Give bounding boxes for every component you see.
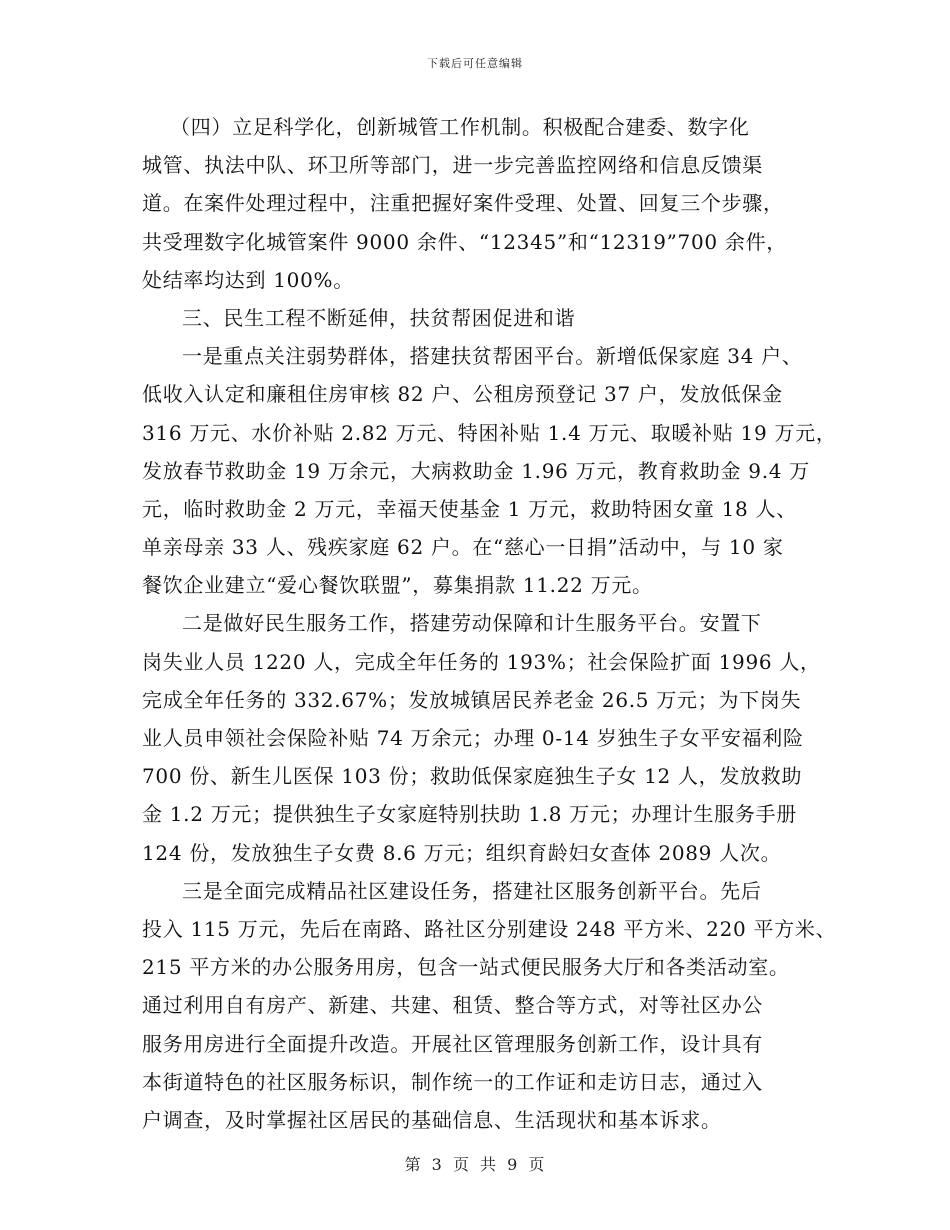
paragraph-line: 700 份、新生儿医保 103 份；救助低保家庭独生子女 12 人，发放救助 [142,764,803,789]
paragraph-line: 低收入认定和廉租住房审核 82 户、公租房预登记 37 户，发放低保金 [142,382,783,407]
section-heading: 三、民生工程不断延伸，扶贫帮困促进和谐 [182,305,576,330]
paragraph-line: （四）立足科学化，创新城管工作机制。积极配合建委、数字化 [170,115,750,139]
paragraph-line: 服务用房进行全面提升改造。开展社区管理服务创新工作，设计具有 [142,1031,763,1056]
paragraph-line: 岗失业人员 1220 人，完成全年任务的 193%；社会保险扩面 1996 人， [142,649,821,674]
paragraph-line: 金 1.2 万元；提供独生子女家庭特别扶助 1.8 万元；办理计生服务手册 [142,802,797,827]
paragraph-line: 124 份，发放独生子女费 8.6 万元；组织育龄妇女查体 2089 人次。 [142,840,782,865]
paragraph-line: 完成全年任务的 332.67%；发放城镇居民养老金 26.5 万元；为下岗失 [142,687,802,712]
page-header: 下载后可任意编辑 [427,57,523,70]
paragraph-line: 本街道特色的社区服务标识，制作统一的工作证和走访日志，通过入 [142,1069,763,1094]
paragraph-line: 一是重点关注弱势群体，搭建扶贫帮困平台。新增低保家庭 34 户、 [182,344,803,369]
paragraph-line: 元，临时救助金 2 万元，幸福天使基金 1 万元，救助特困女童 18 人、 [142,496,797,521]
page-footer: 第 3 页 共 9 页 [404,1155,546,1174]
paragraph-line: 发放春节救助金 19 万余元，大病救助金 1.96 万元，教育救助金 9.4 万 [142,458,810,483]
paragraph-line: 215 平方米的办公服务用房，包含一站式便民服务大厅和各类活动室。 [142,955,790,980]
document-body [142,108,837,1139]
paragraph-line: 户调查，及时掌握社区居民的基础信息、生活现状和基本诉求。 [142,1107,722,1132]
paragraph-line: 通过利用自有房产、新建、共建、租赁、整合等方式，对等社区办公 [142,993,763,1018]
paragraph-line: 处结率均达到 100%。 [142,267,354,292]
paragraph-line: 316 万元、水价补贴 2.82 万元、特困补贴 1.4 万元、取暖补贴 19 万元， [142,420,837,445]
paragraph-line: 共受理数字化城管案件 9000 余件、“12345”和“12319”700 余件， [142,229,787,254]
paragraph-line: 二是做好民生服务工作，搭建劳动保障和计生服务平台。安置下 [182,611,762,636]
paragraph-line: 城管、执法中队、环卫所等部门，进一步完善监控网络和信息反馈渠 [142,153,763,178]
paragraph-line: 三是全面完成精品社区建设任务，搭建社区服务创新平台。先后 [182,878,762,903]
paragraph-line: 道。在案件处理过程中，注重把握好案件受理、处置、回复三个步骤， [142,191,784,216]
paragraph-line: 业人员申领社会保险补贴 74 万余元；办理 0-14 岁独生子女平安福利险 [142,726,804,750]
paragraph-line: 投入 115 万元，先后在南路、路社区分别建设 248 平方米、220 平方米、 [142,916,837,941]
paragraph-line: 单亲母亲 33 人、残疾家庭 62 户。在“慈心一日捐”活动中，与 10 家 [142,535,784,560]
paragraph-line: 餐饮企业建立“爱心餐饮联盟”，募集捐款 11.22 万元。 [142,573,653,598]
